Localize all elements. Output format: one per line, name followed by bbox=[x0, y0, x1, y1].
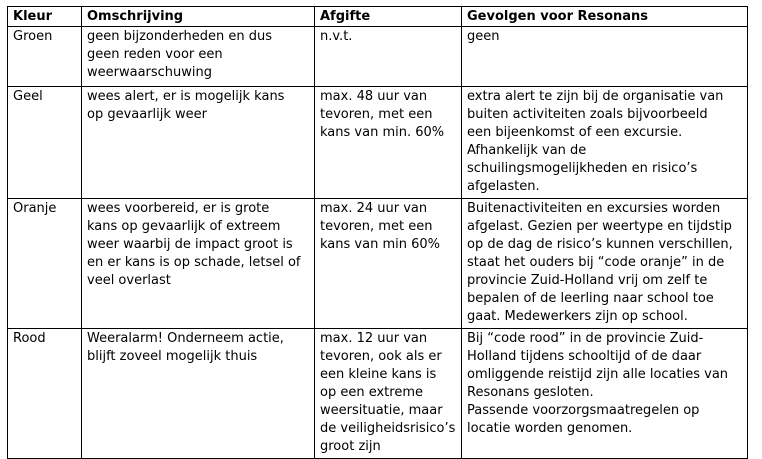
cell-line: afgelast. Gezien per weertype en tijdstip bbox=[467, 219, 732, 234]
cell-line: Groen bbox=[13, 29, 53, 44]
cell-line: op de dag de risico’s kunnen verschillen, bbox=[467, 237, 733, 252]
cell-line: staat het ouders bij “code oranje” in de bbox=[467, 255, 725, 270]
cell-kleur bbox=[8, 27, 82, 87]
table-row-rood bbox=[8, 329, 748, 459]
cell-afgifte bbox=[315, 27, 462, 87]
header-row bbox=[8, 7, 748, 27]
cell-line: max. 24 uur van bbox=[320, 201, 428, 216]
cell-line: afgelasten. bbox=[467, 179, 540, 194]
cell-line: bepalen of de leerling naar school toe bbox=[467, 291, 714, 306]
cell-line: provincie Zuid-Holland vrij om zelf te bbox=[467, 273, 708, 288]
cell-gevolgen bbox=[462, 199, 748, 329]
cell-line: wees alert, er is mogelijk kans bbox=[87, 89, 285, 104]
cell-gevolgen bbox=[462, 329, 748, 459]
cell-line: locatie worden genomen. bbox=[467, 421, 633, 436]
cell-line: Weeralarm! Onderneem actie, bbox=[87, 331, 284, 346]
cell-line: tevoren, ook als er bbox=[320, 349, 442, 364]
cell-gevolgen bbox=[462, 87, 748, 199]
cell-kleur bbox=[8, 87, 82, 199]
cell-line: kans op gevaarlijk of extreem bbox=[87, 219, 281, 234]
cell-line: kans van min. 60% bbox=[320, 125, 445, 140]
cell-line: tevoren, met een bbox=[320, 107, 433, 122]
header-gevolgen: Gevolgen voor Resonans bbox=[462, 7, 748, 27]
cell-line: kans van min 60% bbox=[320, 237, 440, 252]
cell-afgifte bbox=[315, 199, 462, 329]
cell-kleur bbox=[8, 199, 82, 329]
header-kleur: Kleur bbox=[8, 7, 82, 27]
cell-omschrijving bbox=[82, 199, 315, 329]
weather-warning-table bbox=[7, 6, 748, 459]
cell-line: max. 12 uur van bbox=[320, 331, 428, 346]
cell-line: Holland tijdens schooltijd of de daar bbox=[467, 349, 702, 364]
cell-line: geen bijzonderheden en dus bbox=[87, 29, 272, 44]
cell-line: weersituatie, maar bbox=[320, 403, 443, 418]
cell-omschrijving bbox=[82, 87, 315, 199]
cell-afgifte bbox=[315, 329, 462, 459]
cell-line: wees voorbereid, er is grote bbox=[87, 201, 270, 216]
cell-line: en er kans is op schade, letsel of bbox=[87, 255, 301, 270]
cell-line: omliggende reistijd zijn alle locaties van bbox=[467, 367, 729, 382]
cell-line: gaat. Medewerkers zijn op school. bbox=[467, 309, 688, 324]
cell-gevolgen bbox=[462, 27, 748, 87]
cell-line: een bijeenkomst of een excursie. bbox=[467, 125, 683, 140]
cell-line: n.v.t. bbox=[320, 29, 353, 44]
cell-line: geen reden voor een bbox=[87, 47, 223, 62]
cell-line: schuilingsmogelijkheden en risico’s bbox=[467, 161, 698, 176]
cell-line: blijft zoveel mogelijk thuis bbox=[87, 349, 258, 364]
cell-line: buiten activiteiten zoals bijvoorbeeld bbox=[467, 107, 708, 122]
cell-line: de veiligheidsrisico’s bbox=[320, 421, 456, 436]
cell-line: Passende voorzorgsmaatregelen op bbox=[467, 403, 700, 418]
table-row-geel bbox=[8, 87, 748, 199]
cell-line: Afhankelijk van de bbox=[467, 143, 587, 158]
cell-line: extra alert te zijn bij de organisatie van bbox=[467, 89, 724, 104]
cell-line: op een extreme bbox=[320, 385, 423, 400]
cell-afgifte bbox=[315, 87, 462, 199]
cell-line: geen bbox=[467, 29, 500, 44]
header-afgifte: Afgifte bbox=[315, 7, 462, 27]
table-row-groen bbox=[8, 27, 748, 87]
cell-line: Buitenactiviteiten en excursies worden bbox=[467, 201, 721, 216]
cell-line: tevoren, met een bbox=[320, 219, 433, 234]
cell-line: Geel bbox=[13, 89, 43, 104]
table-row-oranje bbox=[8, 199, 748, 329]
cell-line: groot zijn bbox=[320, 439, 381, 454]
cell-line: veel overlast bbox=[87, 273, 171, 288]
cell-kleur bbox=[8, 329, 82, 459]
cell-line: Oranje bbox=[13, 201, 57, 216]
cell-line: een kleine kans is bbox=[320, 367, 437, 382]
cell-omschrijving bbox=[82, 329, 315, 459]
cell-omschrijving bbox=[82, 27, 315, 87]
cell-line: Rood bbox=[13, 331, 46, 346]
cell-line: weerwaarschuwing bbox=[87, 65, 213, 80]
cell-line: Bij “code rood” in de provincie Zuid- bbox=[467, 331, 704, 346]
header-omschrijving: Omschrijving bbox=[82, 7, 315, 27]
cell-line: Resonans gesloten. bbox=[467, 385, 594, 400]
cell-line: max. 48 uur van bbox=[320, 89, 428, 104]
cell-line: weer waarbij de impact groot is bbox=[87, 237, 293, 252]
cell-line: op gevaarlijk weer bbox=[87, 107, 208, 122]
